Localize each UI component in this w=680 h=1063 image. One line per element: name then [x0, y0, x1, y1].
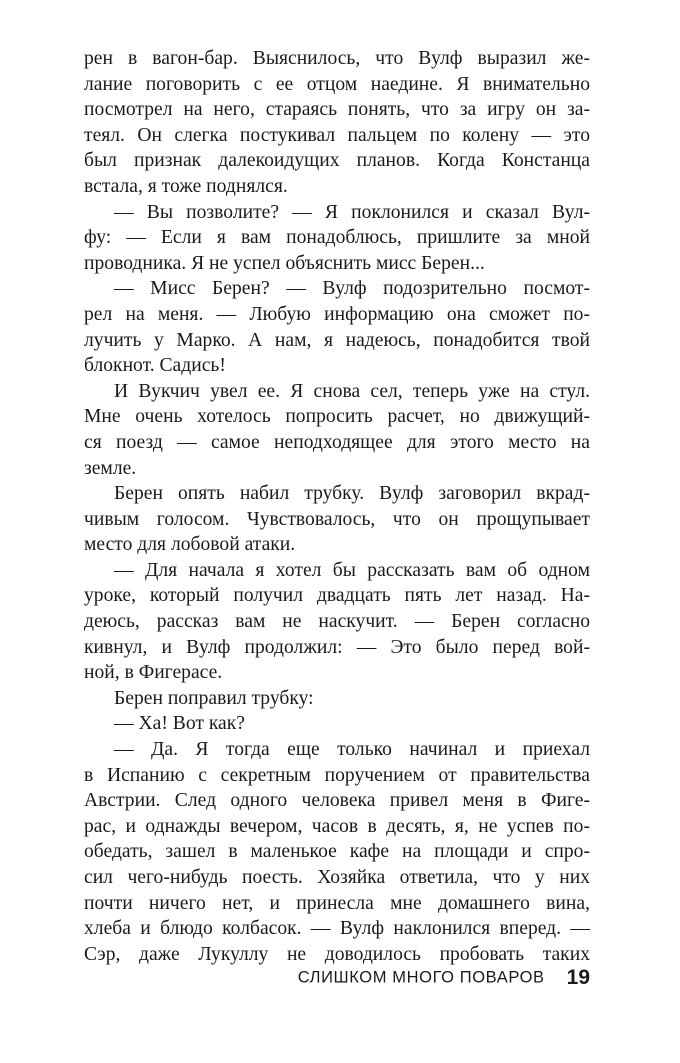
text-line: блокнот. Садись! — [84, 355, 226, 377]
text-line: был признак далекоидущих планов. Когда Констанца — [84, 150, 590, 172]
text-line: И Вукчич увел ее. Я снова сел, теперь уже на стул. — [114, 380, 590, 402]
text-line: кивнул, и Вулф продолжил: — Это было перед вой- — [84, 636, 590, 658]
text-line: — Да. Я тогда еще только начинал и приехал — [114, 739, 590, 761]
text-line: ся поезд — самое неподходящее для этого место на — [84, 431, 590, 453]
body-text — [84, 46, 590, 967]
text-line: лучить у Марко. А нам, я надеюсь, понадобится твой — [84, 329, 590, 351]
text-line: лание поговорить с ее отцом наедине. Я внимательно — [84, 73, 590, 95]
text-line: Сэр, даже Лукуллу не доводилось пробовать таких — [84, 943, 590, 965]
text-line: земле. — [84, 457, 137, 479]
text-line: почти ничего нет, и принесла мне домашнего вина, — [84, 892, 590, 914]
text-line: проводника. Я не успел объяснить мисс Берен... — [84, 252, 485, 274]
text-line: — Вы позволите? — Я поклонился и сказал Вул- — [114, 201, 590, 223]
text-line: — Для начала я хотел бы рассказать вам об одном — [114, 559, 590, 581]
text-line: рел на меня. — Любую информацию она сможет по- — [84, 303, 590, 325]
running-title: СЛИШКОМ МНОГО ПОВАРОВ — [297, 968, 545, 987]
text-line: рас, и однажды вечером, часов в десять, я, не успев по- — [84, 815, 590, 837]
page-number: 19 — [566, 966, 590, 989]
text-line: теял. Он слегка постукивал пальцем по колену — это — [84, 124, 590, 146]
text-line: ной, в Фигерасе. — [84, 662, 223, 684]
text-line: место для лобовой атаки. — [84, 534, 296, 556]
text-line: Берен опять набил трубку. Вулф заговорил вкрад- — [114, 483, 590, 505]
text-line: Австрии. След одного человека привел меня в Фиге- — [84, 790, 590, 812]
text-line: сил чего-нибудь поесть. Хозяйка ответила, что у них — [84, 867, 590, 888]
text-line: в Испанию с секретным поручением от правительства — [84, 764, 590, 786]
text-line: посмотрел на него, стараясь понять, что за игру он за- — [84, 99, 590, 121]
text-line: — Мисс Берен? — Вулф подозрительно посмот- — [114, 278, 590, 300]
text-line: уроке, который получил двадцать пять лет назад. На- — [84, 585, 590, 607]
page-footer — [84, 966, 590, 990]
text-line: Берен поправил трубку: — [114, 687, 314, 709]
text-line: Мне очень хотелось попросить расчет, но движущий- — [84, 406, 590, 428]
text-line: фу: — Если я вам понадоблюсь, пришлите за мной — [84, 227, 590, 249]
text-line: обедать, зашел в маленькое кафе на площади и спро- — [84, 841, 590, 863]
text-line: хлеба и блюдо колбасок. — Вулф наклонился вперед. — — [84, 918, 590, 940]
text-line: — Ха! Вот как? — [114, 713, 245, 735]
text-line: рен в вагон-бар. Выяснилось, что Вулф выразил же- — [84, 48, 590, 69]
text-line: встала, я тоже поднялся. — [84, 175, 288, 197]
text-line: чивым голосом. Чувствовалось, что он прощупывает — [84, 508, 590, 530]
text-line: деюсь, рассказ вам не наскучит. — Берен согласно — [84, 611, 590, 633]
